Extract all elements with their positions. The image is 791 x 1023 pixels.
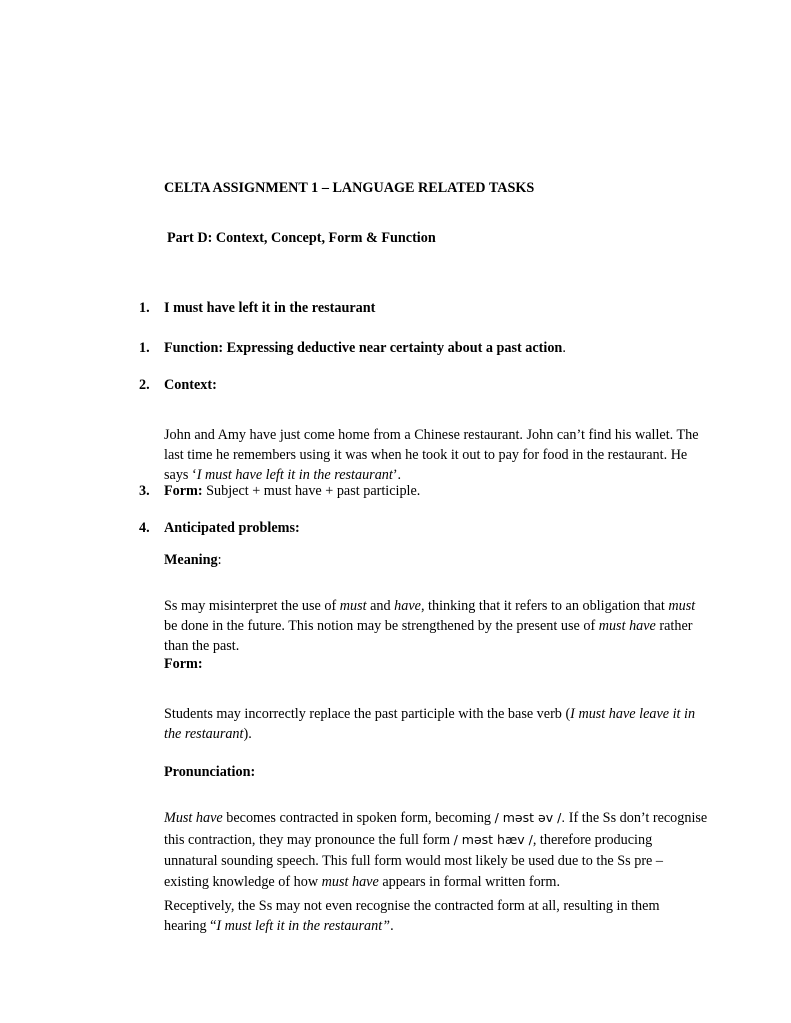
meaning-heading: Meaning: xyxy=(164,552,222,568)
pronunciation-heading: Pronunciation: xyxy=(164,764,256,780)
ipa-contracted: / məst əv /. xyxy=(494,810,566,826)
item-number: 2. xyxy=(139,377,150,393)
context-quote: I must have left it in the restaurant xyxy=(196,467,393,484)
context-paragraph: John and Amy have just come home from a Chinese restaurant. John can’t find his wallet. The last time he remembers using it was when he took it out to pay for food in the restaurant. He says ‘I must have left it in the restaurant’. xyxy=(164,427,699,484)
item-number: 1. xyxy=(139,300,150,316)
function-period: . xyxy=(562,340,566,356)
form-section-paragraph: Students may incorrectly replace the past participle with the base verb (I must have leave it in the restaurant). xyxy=(164,706,696,743)
item-number: 4. xyxy=(139,520,150,536)
item-number: 1. xyxy=(139,340,150,356)
function-text: Function: Expressing deductive near certainty about a past action xyxy=(164,340,563,356)
document-title: CELTA ASSIGNMENT 1 – LANGUAGE RELATED TASKS xyxy=(164,180,535,196)
form-error-example: I must have leave it in the restaurant xyxy=(164,706,696,743)
target-sentence: I must have left it in the restaurant xyxy=(164,300,376,316)
item-number: 3. xyxy=(139,483,150,499)
part-heading: Part D: Context, Concept, Form & Function xyxy=(167,230,436,246)
form-text: Subject + must have + past participle. xyxy=(202,483,421,499)
pronunciation-paragraph: Must have becomes contracted in spoken form, becoming / məst əv /. If the Ss don’t recognise this contraction, they may pronounce the full form / məst hæv /, therefore producing unnatural sounding speech. This full form would most likely be used due to the Ss pre – existing knowledge of how must have appears in formal written form. xyxy=(164,810,708,891)
receptive-paragraph: Receptively, the Ss may not even recognise the contracted form at all, resulting in them hearing “I must left it in the restaurant”. xyxy=(164,898,660,935)
problems-heading: Anticipated problems: xyxy=(164,520,300,536)
meaning-paragraph: Ss may misinterpret the use of must and have, thinking that it refers to an obligation that must be done in the future. This notion may be strengthened by the present use of must have rather than the past. xyxy=(164,598,696,655)
misheard-quote: I must left it in the restaurant” xyxy=(216,918,391,935)
form-label: Form: xyxy=(164,483,203,499)
ipa-full-form: / məst hæv / xyxy=(453,832,533,848)
context-heading: Context: xyxy=(164,377,217,393)
form-section-heading: Form: xyxy=(164,656,203,672)
